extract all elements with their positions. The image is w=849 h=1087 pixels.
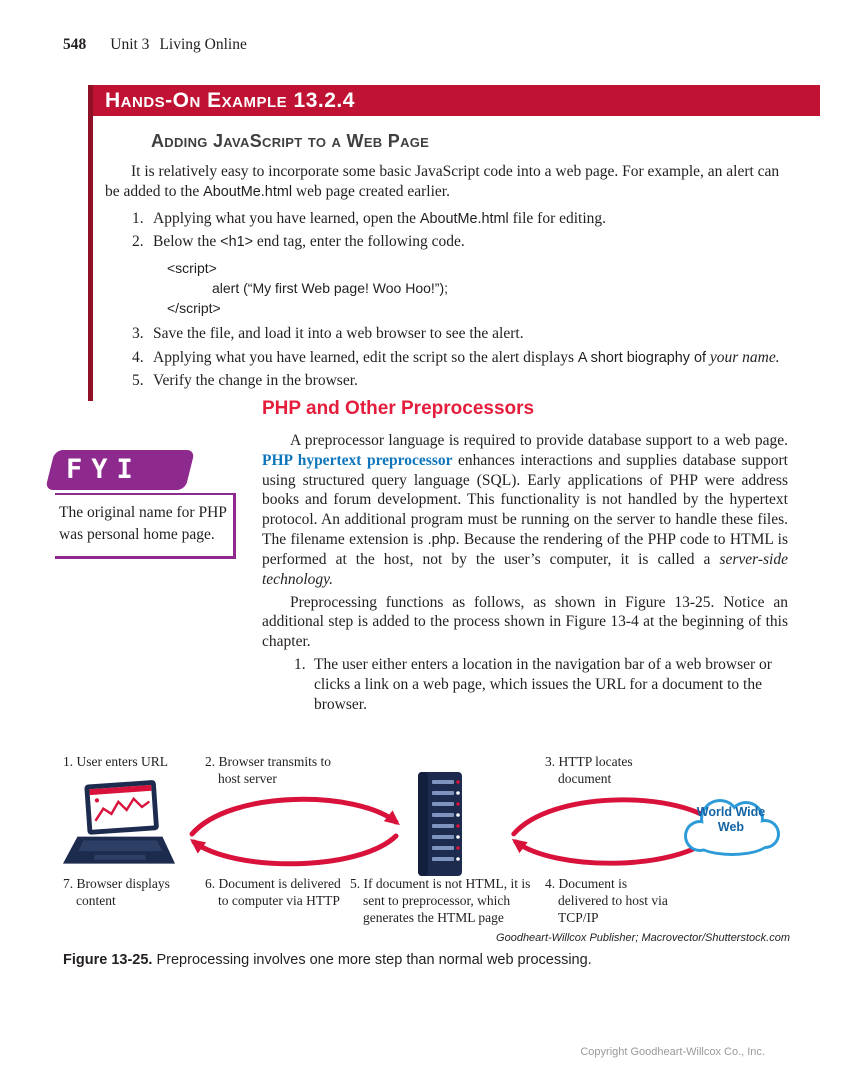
unit-title: Living Online: [159, 36, 247, 53]
figure-label-step5: 5. If document is not HTML, it is sent to preprocessor, which generates the HTML page: [350, 876, 531, 925]
page-header: [63, 36, 247, 54]
code-line-3: </script>: [167, 300, 221, 317]
server-icon: [412, 770, 470, 880]
step-number: 2.: [132, 233, 144, 251]
para1-text-cont: enhances interactions and supplies database support using structured query language (SQL). Early applications of PHP were address books and forum development. This functionality is not handled by the hypertext protocol. An additional program must be running on the server to handle these files. The filename extension is: [262, 451, 788, 549]
figure-caption: [63, 952, 787, 968]
fyi-box: [55, 450, 236, 559]
step-item-1: [132, 209, 790, 229]
section-heading: PHP and Other Preprocessors: [262, 398, 535, 419]
example-intro: [105, 162, 792, 202]
step-1-text: Applying what you have learned, open the: [153, 210, 420, 228]
example-steps-list: [132, 209, 790, 391]
figure-caption-number: Figure 13-25.: [63, 952, 153, 968]
step-number: 5.: [132, 371, 144, 389]
code-line-2: alert (“My first Web page! Woo Hoo!”);: [212, 279, 448, 296]
figure-label-step2: 2. Browser transmits to host server: [205, 754, 331, 786]
para1-text-cont2: . Because the rendering of the PHP code to HTML is performed at the host, not by the user’s computer, it is called a: [262, 531, 788, 568]
page-number: 548: [63, 36, 87, 53]
figure-label-step3: 3. HTTP locates document: [545, 754, 633, 786]
fyi-label: FYI: [66, 454, 142, 485]
step-item-2: [132, 232, 790, 318]
figure-label-step1: 1. User enters URL: [63, 754, 168, 769]
step-item-4: [132, 348, 790, 368]
figure-label-step6: 6. Document is delivered to computer via HTTP: [205, 876, 341, 908]
para1-text: A preprocessor language is required to provide database support to a web page.: [290, 432, 788, 449]
step-5-text: Verify the change in the browser.: [153, 371, 358, 389]
php-section: [262, 398, 788, 715]
code-line-1: <script>: [167, 259, 217, 276]
process-step-number: 1.: [294, 656, 306, 674]
key-term-php: PHP hypertext preprocessor: [262, 451, 453, 469]
code-block: [167, 258, 790, 319]
filename-aboutme: AboutMe.html: [419, 211, 509, 228]
alert-display-text: A short biography of: [577, 349, 706, 366]
step-item-3: [132, 324, 790, 344]
hands-on-example-box: [88, 85, 820, 401]
example-title: Adding JavaScript to a Web Page: [151, 131, 430, 151]
cloud-label: World Wide Web: [696, 805, 766, 834]
php-extension: .php: [427, 532, 456, 549]
your-name-emphasis: your name.: [706, 348, 780, 366]
process-step-1: [262, 655, 784, 714]
process-step-text: The user either enters a location in the navigation bar of a web browser or clicks a link on a web page, which issues the URL for a document to the browser.: [314, 656, 772, 713]
step-4-text: Applying what you have learned, edit the script so the alert displays: [153, 348, 578, 366]
step-1-text-cont: file for editing.: [508, 210, 607, 228]
figure-13-25-diagram: [60, 748, 790, 938]
step-number: 1.: [132, 210, 144, 228]
step-number: 4.: [132, 348, 144, 366]
unit-label: Unit 3: [110, 36, 150, 53]
step-2-text-cont: end tag, enter the following code.: [253, 233, 465, 251]
copyright-notice: Copyright Goodheart-Willcox Co., Inc.: [580, 1046, 765, 1058]
fyi-banner: [45, 450, 195, 490]
figure-label-step4: 4. Document is delivered to host via TCP/IP: [545, 876, 668, 925]
step-3-text: Save the file, and load it into a web browser to see the alert.: [153, 325, 524, 343]
php-paragraph-2: Preprocessing functions as follows, as shown in Figure 13-25. Notice an additional step is added to the process shown in Figure 13-4 at the beginning of this chapter.: [262, 593, 788, 651]
filename-aboutme: AboutMe.html: [203, 184, 293, 201]
h1-tag: <h1>: [220, 234, 254, 251]
intro-text: It is relatively easy to incorporate some basic JavaScript code into a web page. For example, an alert can be added to the: [105, 163, 780, 201]
figure-label-step7: 7. Browser displays content: [63, 876, 170, 908]
step-2-text: Below the: [153, 233, 221, 251]
figure-credit: Goodheart-Willcox Publisher; Macrovector/Shutterstock.com: [496, 932, 790, 944]
example-banner: Hands-On Example 13.2.4: [93, 85, 820, 116]
step-item-5: [132, 371, 790, 391]
step-number: 3.: [132, 325, 144, 343]
laptop-icon: [62, 780, 176, 870]
php-paragraph-1: [262, 431, 788, 590]
intro-text-cont: web page created earlier.: [292, 183, 450, 201]
server-side-emphasis: server-side technology.: [262, 550, 788, 588]
figure-caption-text: Preprocessing involves one more step than normal web processing.: [152, 952, 592, 968]
arrow-cycle-browser-server-icon: [178, 784, 410, 876]
fyi-text: The original name for PHP was personal home page.: [55, 493, 236, 559]
